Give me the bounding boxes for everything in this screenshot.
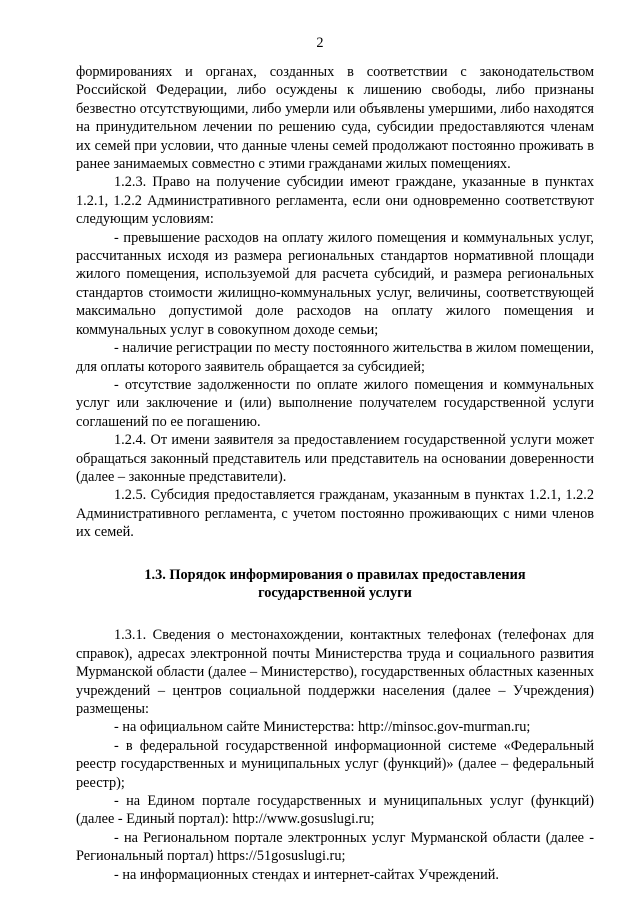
paragraph: - наличие регистрации по месту постоянного жительства в жилом помещении, для оплаты которого заявитель обращается за субсидией; [76,340,594,375]
section-heading-line2: государственной услуги [258,584,412,601]
section-heading-line1: 1.3. Порядок информирования о правилах предоставления [144,566,526,583]
paragraph: - превышение расходов на оплату жилого помещения и коммунальных услуг, рассчитанных исходя из размера региональных стандартов нормативной площади жилого помещения, используемой для расчета субсидий, и размера региональных стандартов стоимости жилищно-коммунальных услуг, величины, соответствующей максимально допустимой доле расходов на оплату жилого помещения и коммунальных услуг в совокупном доходе семьи; [76,229,594,338]
paragraph: 1.2.4. От имени заявителя за предоставлением государственной услуги может обращаться законный представитель или представитель на основании доверенности (далее – законные представители). [76,432,594,485]
paragraphs-after [76,626,594,884]
section-heading [76,566,594,603]
paragraph: - отсутствие задолженности по оплате жилого помещения и коммунальных услуг или заключение и (или) выполнение получателем государственной услуги соглашений по ее погашению. [76,376,594,430]
page-number: 2 [316,35,324,51]
paragraph: - на официальном сайте Министерства: http://minsoc.gov-murman.ru; [114,719,531,736]
document-body [76,63,594,884]
paragraph: - в федеральной государственной информационной системе «Федеральный реестр государственных и муниципальных услуг (функций)» (далее – федеральный реестр); [76,737,594,791]
paragraph: формированиях и органах, созданных в соответствии с законодательством Российской Федерации, либо осуждены к лишению свободы, либо признаны безвестно отсутствующими, либо умерли или объявлены умершими, либо находятся на принудительном лечении по решению суда, субсидии предоставляются членам их семей при условии, что данные члены семей продолжают постоянно проживать в ранее занимаемых совместно с этими гражданами жилых помещениях. [76,64,594,173]
paragraph: - на информационных стендах и интернет-сайтах Учреждений. [114,866,499,883]
paragraphs-before [76,63,594,542]
paragraph: 1.2.5. Субсидия предоставляется гражданам, указанным в пунктах 1.2.1, 1.2.2 Административного регламента, с учетом постоянно проживающих с ними членов их семей. [76,487,594,541]
paragraph: 1.3.1. Сведения о местонахождении, контактных телефонах (телефонах для справок), адресах электронной почты Министерства труда и социального развития Мурманской области (далее – Министерство), государственных областных казенных учреждений – центров социальной поддержки населения (далее – Учреждения) размещены: [76,627,594,717]
paragraph: - на Едином портале государственных и муниципальных услуг (функций) (далее - Единый портал): http://www.gosuslugi.ru; [76,793,594,828]
paragraph: - на Региональном портале электронных услуг Мурманской области (далее - Региональный портал) https://51gosuslugi.ru; [76,829,594,865]
paragraph: 1.2.3. Право на получение субсидии имеют граждане, указанные в пунктах 1.2.1, 1.2.2 Административного регламента, если они одновременно соответствуют следующим условиям: [76,174,594,228]
